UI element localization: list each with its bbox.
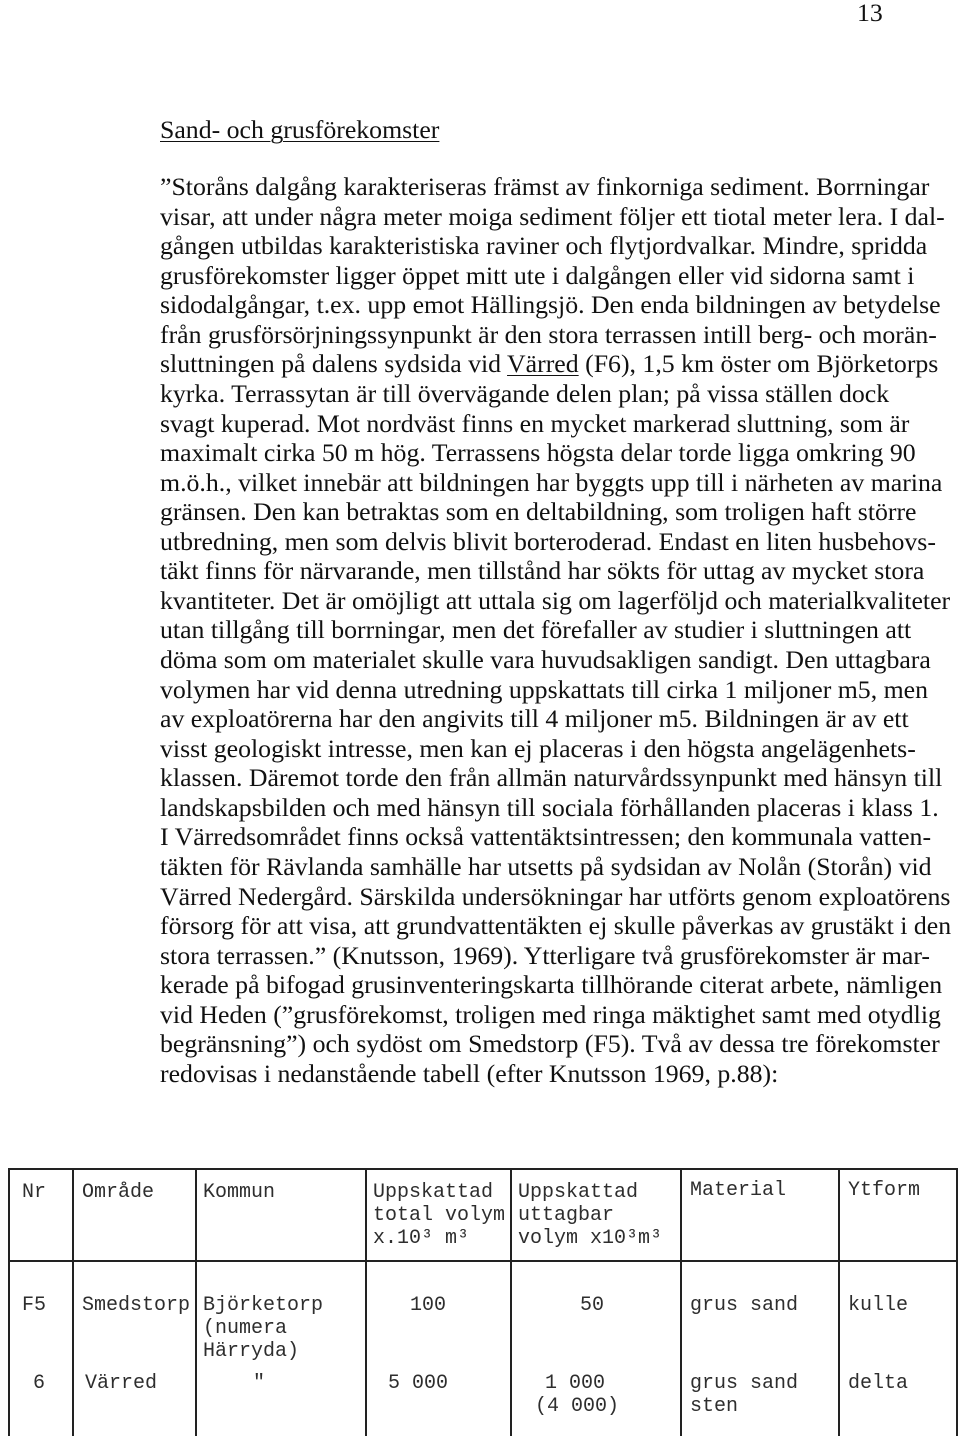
body-paragraph	[160, 172, 951, 1088]
cell-line: Härryda)	[203, 1340, 300, 1363]
body-line: sidodalgångar, t.ex. upp emot Hällingsjö. Den enda bildningen av betydelse	[160, 290, 941, 320]
column-divider	[365, 1170, 367, 1436]
body-line: gången utbildas karakteristiska raviner och flytjordvalkar. Mindre, spridda	[160, 231, 928, 261]
body-line: vid Heden (”grusförekomst, troligen med ringa mäktighet samt med otydlig	[160, 999, 941, 1029]
cell-line: 1 000	[545, 1372, 606, 1395]
header-line: x.10³ m³	[373, 1227, 470, 1250]
table-cell-ytform: kulle	[848, 1294, 909, 1317]
body-line: maximalt cirka 50 m hög. Terrassens högsta delar torde ligga omkring 90	[160, 438, 916, 468]
table-cell-omrade: Smedstorp	[82, 1294, 191, 1317]
body-line	[160, 349, 951, 379]
body-line: kyrka. Terrassytan är till övervägande delen plan; på vissa ställen dock	[160, 378, 890, 408]
page-number: 13	[857, 0, 883, 27]
cell-line: grus sand	[690, 1372, 799, 1395]
body-line: döma som om materialet skulle vara huvudsakligen sandigt. Den uttagbara	[160, 645, 931, 674]
section-heading: Sand- och grusförekomster	[160, 115, 440, 144]
header-line: total volym	[373, 1204, 506, 1227]
ditto-mark: "	[253, 1372, 266, 1395]
cell-line: (4 000)	[535, 1395, 620, 1418]
table-cell-kommun	[253, 1372, 265, 1395]
body-line: redovisas i nedanstående tabell (efter Knutsson 1969, p.88):	[160, 1058, 779, 1088]
body-line: visst geologiskt intresse, men kan ej placeras i den högsta angelägenhets-	[160, 733, 916, 763]
header-line: Uppskattad	[518, 1181, 639, 1204]
body-line: visar, att under några meter moiga sediment följer ett tiotal meter lera. I dal-	[160, 201, 945, 231]
body-line-text: (F6), 1,5 km öster om Björketorps	[578, 349, 939, 379]
header-line: volym x10³m³	[518, 1227, 663, 1250]
gravel-deposit-table	[8, 1168, 958, 1436]
column-divider	[510, 1170, 512, 1436]
cell-line: grus sand	[690, 1294, 799, 1317]
table-cell-uttagbar-volym	[535, 1372, 619, 1418]
table-cell-ytform: delta	[848, 1372, 909, 1395]
body-line: stora terrassen.” (Knutsson, 1969). Ytterligare två grusförekomster är mar-	[160, 940, 931, 970]
body-line: Värred Nedergård. Särskilda undersökningar har utförts genom exploatörens	[160, 881, 951, 911]
column-divider	[72, 1170, 74, 1436]
cell-line: Björketorp	[203, 1294, 324, 1317]
body-line: av exploatörerna har den angivits till 4 miljoner m5. Bildningen är av ett	[160, 704, 909, 734]
table-header-material: Material	[690, 1179, 787, 1202]
column-divider	[680, 1170, 682, 1436]
body-line-text: sluttningen på dalens sydsida vid	[160, 349, 508, 379]
body-line: klassen. Däremot torde den från allmän naturvårdssynpunkt med hänsyn till	[160, 763, 943, 793]
header-line: Uppskattad	[373, 1181, 494, 1204]
table-cell-omrade: Värred	[85, 1372, 158, 1395]
body-line: volymen har vid denna utredning uppskattats till cirka 1 miljoner m5, men	[160, 674, 929, 704]
body-line: ”Storåns dalgång karakteriseras främst av finkorniga sediment. Borrningar	[160, 172, 930, 201]
table-header-uttagbar-volym	[518, 1181, 662, 1250]
body-line: begränsning”) och sydöst om Smedstorp (F5). Två av dessa tre förekomster	[160, 1029, 940, 1059]
table-cell-nr: 6	[33, 1372, 46, 1395]
header-divider	[10, 1260, 956, 1262]
column-divider	[195, 1170, 197, 1436]
body-line: täkten för Rävlanda samhälle har utsetts på sydsidan av Nolån (Storån) vid	[160, 851, 932, 881]
body-line: kvantiteter. Det är omöjligt att uttala sig om lagerföljd och materialkvaliteter	[160, 585, 951, 615]
body-line: landskapsbilden och med hänsyn till sociala förhållanden placeras i klass 1.	[160, 792, 939, 822]
body-line: grusförekomster ligger öppet mitt ute i dalgången eller vid sidorna samt i	[160, 260, 915, 290]
table-header-ytform: Ytform	[848, 1179, 921, 1202]
table-cell-total-volym: 5 000	[388, 1372, 449, 1395]
table-header-total-volym	[373, 1181, 505, 1250]
table-header-nr: Nr	[22, 1181, 47, 1204]
body-line: utbredning, men som delvis blivit borteroderad. Endast en liten husbehovs-	[160, 526, 936, 556]
body-line: m.ö.h., vilket innebär att bildningen har byggts upp till i närheten av marina	[160, 467, 943, 497]
column-divider	[838, 1170, 840, 1436]
body-line: försorg för att visa, att grundvattentäkten ej skulle påverkas av grustäkt i den	[160, 911, 952, 941]
table-cell-uttagbar-volym	[580, 1294, 604, 1317]
cell-line: (numera	[203, 1317, 288, 1340]
table-cell-nr: F5	[22, 1294, 47, 1317]
body-line: I Värredsområdet finns också vattentäktsintressen; den kommunala vatten-	[160, 822, 932, 852]
table-cell-total-volym: 100	[410, 1294, 447, 1317]
body-line: från grusförsörjningssynpunkt är den stora terrassen intill berg- och morän-	[160, 319, 937, 349]
body-line: svagt kuperad. Mot nordväst finns en mycket markerad sluttning, som är	[160, 408, 910, 438]
cell-line: 50	[580, 1294, 605, 1317]
underlined-place-name: Värred	[507, 349, 579, 379]
table-cell-material	[690, 1372, 798, 1418]
body-line: gränsen. Den kan betraktas som en deltabildning, som troligen haft större	[160, 497, 917, 527]
table-header-kommun: Kommun	[203, 1181, 276, 1204]
table-cell-kommun	[203, 1294, 323, 1363]
cell-line: sten	[690, 1395, 739, 1418]
header-line: uttagbar	[518, 1204, 615, 1227]
table-header-omrade: Område	[82, 1181, 155, 1204]
table-cell-material	[690, 1294, 798, 1317]
body-line: täkt finns för närvarande, men tillstånd har sökts för uttag av mycket stora	[160, 556, 925, 586]
body-line: utan tillgång till borrningar, men det förefaller av studier i sluttningen att	[160, 615, 912, 645]
body-line: kerade på bifogad grusinventeringskarta tillhörande citerat arbete, nämligen	[160, 970, 943, 1000]
